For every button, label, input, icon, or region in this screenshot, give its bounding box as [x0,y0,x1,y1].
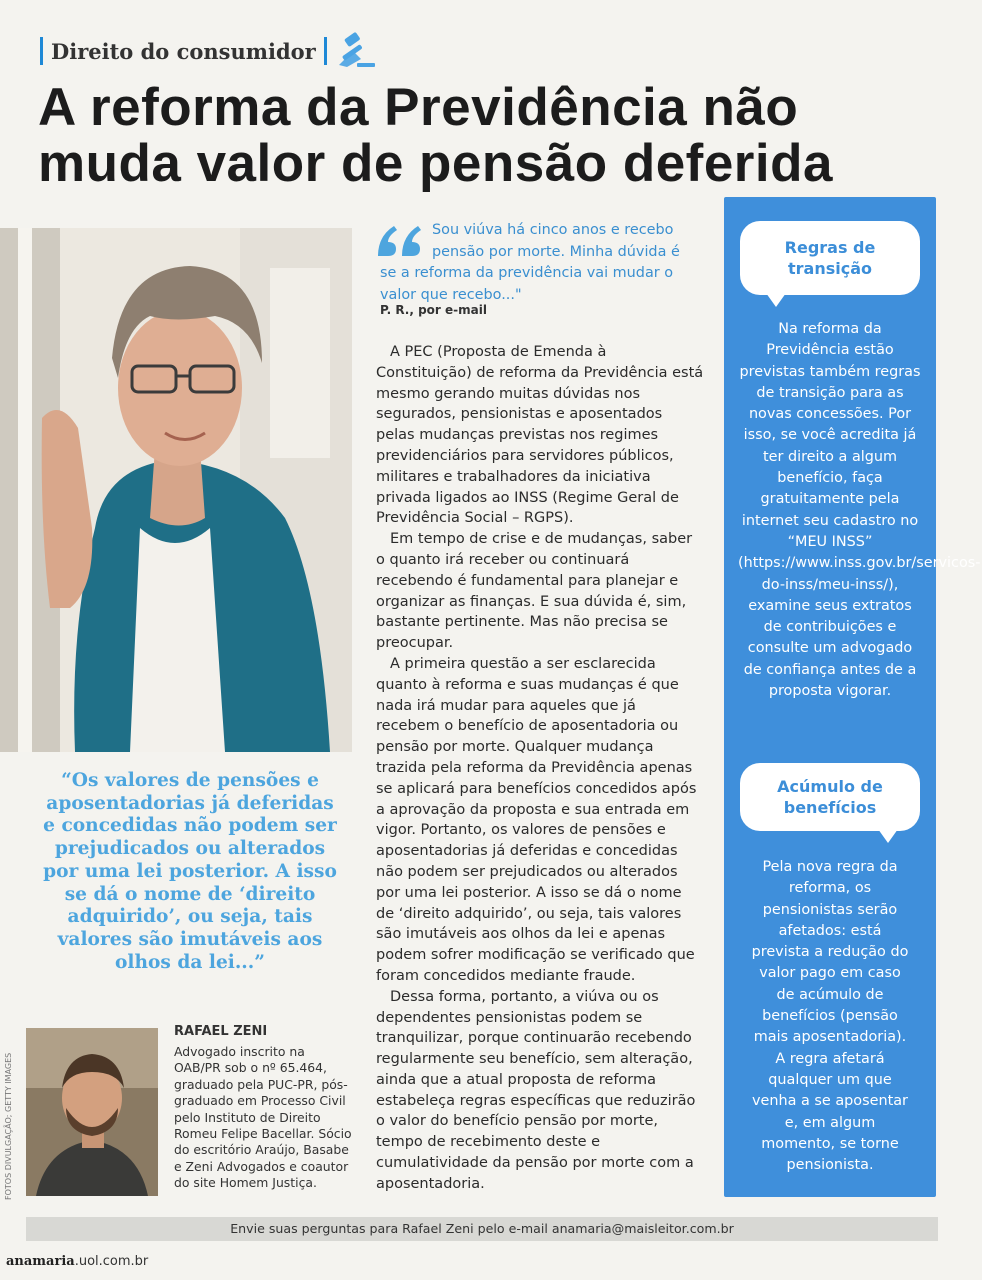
sidebar-title-1: Regras de transição [784,238,876,278]
sidebar-title-2: Acúmulo de benefícios [777,777,883,817]
question-line-3: se a reforma da previdência vai mudar o [380,265,674,281]
photo-credit: FOTOS DIVULGAÇÃO; GETTY IMAGES [4,1052,13,1200]
question-signature: P. R., por e-mail [380,303,487,317]
article-body [376,342,704,1195]
footer-cta: Envie suas perguntas para Rafael Zeni pelo e-mail anamaria@maisleitor.com.br [230,1221,734,1236]
headline [38,80,958,192]
question-line-2: pensão por morte. Minha dúvida é [432,243,680,260]
headline-line-1: A reforma da Previdência não [38,78,799,137]
brand-domain: .uol.com.br [74,1254,149,1269]
section-title: Direito do consumidor [51,38,316,64]
woman-photo [0,228,352,752]
author-photo [26,1028,158,1196]
section-label [40,34,377,68]
bubble-tail-1 [766,293,786,307]
sidebar-text-1: Na reforma da Previdência estão previstas também regras de transição para as novas concessões. Por isso, se você acredita já ter direito a algum benefício, faça gratuitamente pela internet seu cadastro no “MEU INSS” (https://www.inss.gov.br/servicos-do-inss/meu-inss/), examine seus extratos de contribuições e consulte um advogado de confiança antes de a proposta vigorar. [738,321,981,700]
section-bar-right [324,37,327,65]
author-bio: Advogado inscrito na OAB/PR sob o nº 65.464, graduado pela PUC-PR, pós-graduado em Processo Civil pelo Instituto de Direito Romeu Felipe Bacellar. Sócio do escritório Araújo, Basabe e Zeni Advogados e coautor do site Homem Justiça. [174,1044,352,1191]
sidebar-title-bubble-1 [740,221,920,295]
headline-line-2: muda valor de pensão deferida [38,134,834,193]
body-paragraph-1: A PEC (Proposta de Emenda à Constituição) de reforma da Previdência está mesmo gerando muitas dúvidas nos segurados, pensionistas e aposentados pelas mudanças previstas nos regimes previdenciários para servidores públicos, militares e trabalhadores da iniciativa privada ligados ao INSS (Regime Geral de Previdência Social – RGPS). [376,344,704,527]
brand-url [6,1254,148,1269]
question-line-1: Sou viúva há cinco anos e recebo [432,222,674,238]
pull-quote: “Os valores de pensões e aposentadorias já deferidas e concedidas não podem ser prejudicados ou alterados por uma lei posterior. A isso se dá o nome de ‘direito adquirido’, ou seja, tais valores são imutáveis aos olhos da lei...” [43,770,337,973]
body-paragraph-2: Em tempo de crise e de mudanças, saber o quanto irá receber ou continuará recebendo é fundamental para planejar e organizar as finanças. E sua dúvida é, sim, bastante pertinente. Mas não precisa se preocupar. [376,531,693,652]
sidebar-title-bubble-2 [740,763,920,831]
bubble-tail-2 [878,829,898,843]
sidebar-box [724,197,981,1197]
question-line-4: valor que recebo..." [380,286,522,303]
reader-question [380,220,702,306]
body-paragraph-3: A primeira questão a ser esclarecida quanto à reforma e suas mudanças é que nada irá mudar para aqueles que já recebem o benefício de aposentadoria ou pensão por morte. Qualquer mudança trazida pela reforma da Previdência apenas se aplicará para benefícios concedidos após a aprovação da proposta e sua entrada em vigor. Portanto, os valores de pensões e aposentadorias já deferidas e concedidas não podem ser prejudicados ou alterados por uma lei posterior. A isso se dá o nome de ‘direito adquirido’, ou seja, tais valores são imutáveis aos olhos da lei e apenas podem sofrer modificação se verificado que foram concedidos mediante fraude. [376,655,697,984]
author-name: RAFAEL ZENI [174,1024,268,1039]
gavel-icon [331,31,377,71]
brand-name: anamaria [6,1254,75,1269]
body-paragraph-4: Dessa forma, portanto, a viúva ou os dependentes pensionistas podem se tranquilizar, porque continuarão recebendo regularmente seu benefício, sem alteração, ainda que a atual proposta de reforma estabeleça regras específicas que reduzirão o valor do benefício pensão por morte, tempo de recebimento deste e cumulatividade da pensão por morte com a aposentadoria. [376,988,696,1192]
sidebar-text-2: Pela nova regra da reforma, os pensionistas serão afetados: está prevista a redução do valor pago em caso de acúmulo de benefícios (pensão mais aposentadoria). A regra afetará qualquer um que venha a se aposentar e, em algum momento, se torne pensionista. [751,859,909,1174]
